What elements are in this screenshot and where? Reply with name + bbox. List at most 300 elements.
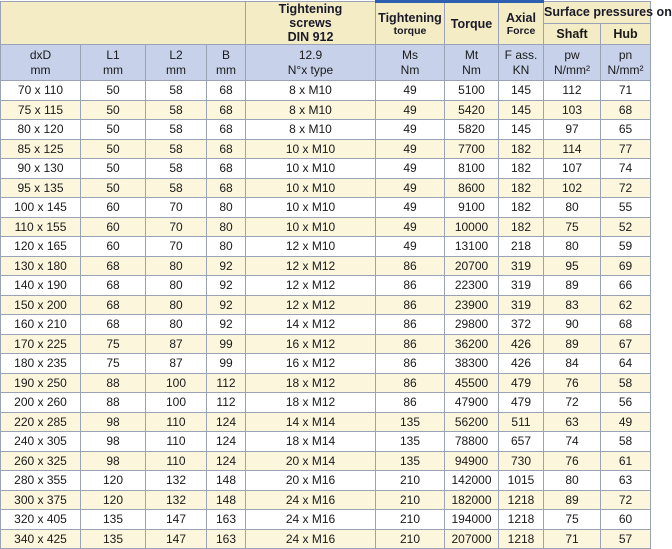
table-cell: 20 x M14 (246, 451, 376, 471)
table-cell: 7700 (445, 139, 499, 159)
table-cell: 182 (499, 198, 544, 218)
table-row (1, 256, 651, 276)
table-cell: 58 (146, 159, 207, 179)
unit-label: mm (166, 62, 186, 77)
table-cell: 132 (146, 471, 207, 491)
unit-label: N°x type (287, 62, 334, 77)
table-cell: 20700 (445, 256, 499, 276)
table-cell: 68 (207, 139, 246, 159)
table-row (1, 295, 651, 315)
table-cell: 60 (81, 217, 146, 237)
table-cell: 218 (499, 237, 544, 257)
table-cell: 5100 (445, 81, 499, 101)
table-cell: 68 (81, 256, 146, 276)
table-cell: 103 (544, 100, 601, 120)
table-cell: 58 (146, 100, 207, 120)
table-cell: 18 x M12 (246, 393, 376, 413)
table-cell: 9100 (445, 198, 499, 218)
unit-header-cell (544, 45, 601, 81)
table-cell: 58 (146, 81, 207, 101)
table-cell: 102 (544, 178, 601, 198)
table-cell: 135 (81, 529, 146, 549)
table-cell: 10 x M10 (246, 178, 376, 198)
table-cell: 58 (601, 373, 651, 393)
table-cell: 68 (81, 315, 146, 335)
table-cell: 92 (207, 276, 246, 296)
table-row (1, 490, 651, 510)
table-cell: 170 x 225 (1, 334, 81, 354)
table-cell: 120 (81, 471, 146, 491)
table-cell: 22300 (445, 276, 499, 296)
table-cell: 426 (499, 354, 544, 374)
header-shaft: Shaft (544, 23, 601, 45)
table-cell: 657 (499, 432, 544, 452)
table-cell: 90 x 130 (1, 159, 81, 179)
table-cell: 83 (544, 295, 601, 315)
table-cell: 148 (207, 471, 246, 491)
table-cell: 70 (146, 198, 207, 218)
table-cell: 89 (544, 334, 601, 354)
table-cell: 50 (81, 81, 146, 101)
table-cell: 74 (544, 432, 601, 452)
table-cell: 80 (544, 471, 601, 491)
table-cell: 110 (146, 412, 207, 432)
table-cell: 56200 (445, 412, 499, 432)
table-cell: 8 x M10 (246, 100, 376, 120)
unit-header-cell (146, 45, 207, 81)
table-cell: 60 (81, 198, 146, 218)
table-cell: 80 (146, 295, 207, 315)
table-row (1, 393, 651, 413)
table-cell: 70 (146, 217, 207, 237)
table-row (1, 334, 651, 354)
table-cell: 49 (376, 120, 445, 140)
table-row (1, 451, 651, 471)
table-row (1, 100, 651, 120)
header-row-groups (1, 2, 651, 24)
unit-symbol: L1 (106, 47, 120, 62)
table-cell: 68 (207, 159, 246, 179)
table-cell: 98 (81, 412, 146, 432)
table-cell: 49 (376, 100, 445, 120)
table-cell: 100 (146, 373, 207, 393)
table-cell: 23900 (445, 295, 499, 315)
table-row (1, 159, 651, 179)
unit-symbol: pw (564, 47, 580, 62)
table-cell: 110 x 155 (1, 217, 81, 237)
table-row (1, 529, 651, 549)
table-cell: 182 (499, 217, 544, 237)
unit-symbol: Ms (402, 47, 418, 62)
table-cell: 68 (207, 178, 246, 198)
table-cell: 50 (81, 139, 146, 159)
table-cell: 12 x M12 (246, 256, 376, 276)
header-axial-force (499, 2, 544, 45)
table-header (1, 2, 672, 81)
table-cell: 1218 (499, 490, 544, 510)
unit-symbol: dxD (29, 47, 52, 62)
table-cell: 58 (146, 120, 207, 140)
table-cell: 24 x M16 (246, 490, 376, 510)
unit-label: Nm (462, 62, 481, 77)
table-cell: 12 x M10 (246, 237, 376, 257)
table-cell: 29800 (445, 315, 499, 335)
table-cell: 80 (146, 276, 207, 296)
table-row (1, 178, 651, 198)
header-row-units (1, 45, 651, 81)
table-cell: 207000 (445, 529, 499, 549)
header-hub: Hub (601, 23, 651, 45)
table-cell: 112 (207, 373, 246, 393)
table-cell: 80 x 120 (1, 120, 81, 140)
table-cell: 84 (544, 354, 601, 374)
table-cell: 80 (146, 256, 207, 276)
table-cell: 88 (81, 393, 146, 413)
header-surface-pressures: Surface pressures on (544, 2, 651, 24)
table-row (1, 139, 651, 159)
table-row (1, 276, 651, 296)
table-cell: 124 (207, 451, 246, 471)
table-cell: 10000 (445, 217, 499, 237)
table-cell: 13100 (445, 237, 499, 257)
table-row (1, 315, 651, 335)
table-cell: 110 (146, 432, 207, 452)
header-blank-cell (1, 2, 246, 45)
header-tightening-screws-line2: screws (289, 16, 332, 30)
table-cell: 72 (601, 490, 651, 510)
table-cell: 65 (601, 120, 651, 140)
table-cell: 124 (207, 432, 246, 452)
table-cell: 372 (499, 315, 544, 335)
table-cell: 97 (544, 120, 601, 140)
table-row (1, 432, 651, 452)
table-cell: 210 (376, 510, 445, 530)
table-cell: 98 (81, 432, 146, 452)
table-cell: 49 (376, 81, 445, 101)
table-cell: 182 (499, 139, 544, 159)
table-cell: 38300 (445, 354, 499, 374)
unit-symbol: pn (618, 47, 633, 62)
table-cell: 112 (207, 393, 246, 413)
table-cell: 47900 (445, 393, 499, 413)
table-cell: 135 (376, 451, 445, 471)
table-cell: 319 (499, 256, 544, 276)
table-cell: 89 (544, 490, 601, 510)
table-body (1, 81, 651, 549)
table-cell: 20 x M16 (246, 471, 376, 491)
table-cell: 86 (376, 256, 445, 276)
unit-symbol: 12.9 (298, 47, 323, 62)
table-cell: 50 (81, 178, 146, 198)
table-row (1, 412, 651, 432)
table-cell: 50 (81, 120, 146, 140)
table-cell: 85 x 125 (1, 139, 81, 159)
table-cell: 36200 (445, 334, 499, 354)
table-cell: 80 (146, 315, 207, 335)
table-cell: 8100 (445, 159, 499, 179)
table-cell: 94900 (445, 451, 499, 471)
unit-header-cell (207, 45, 246, 81)
table-cell: 75 (544, 510, 601, 530)
table-cell: 182 (499, 178, 544, 198)
table-row (1, 198, 651, 218)
table-cell: 340 x 425 (1, 529, 81, 549)
table-cell: 92 (207, 315, 246, 335)
table-cell: 5820 (445, 120, 499, 140)
table-cell: 90 (544, 315, 601, 335)
unit-header-cell (1, 45, 81, 81)
table-cell: 69 (601, 256, 651, 276)
table-cell: 12 x M12 (246, 295, 376, 315)
unit-label: mm (30, 62, 51, 77)
table-cell: 1218 (499, 510, 544, 530)
table-cell: 58 (146, 139, 207, 159)
table-cell: 18 x M12 (246, 373, 376, 393)
table-row (1, 373, 651, 393)
table-cell: 730 (499, 451, 544, 471)
unit-header-cell (601, 45, 651, 81)
unit-header-cell (445, 45, 499, 81)
table-cell: 163 (207, 529, 246, 549)
header-axial-force-line2: Force (506, 24, 536, 37)
table-cell: 50 (81, 159, 146, 179)
table-cell: 98 (81, 451, 146, 471)
table-cell: 14 x M14 (246, 412, 376, 432)
table-cell: 75 (81, 354, 146, 374)
table-row (1, 81, 651, 101)
table-cell: 63 (601, 471, 651, 491)
table-cell: 60 (81, 237, 146, 257)
table-cell: 95 (544, 256, 601, 276)
table-cell: 148 (207, 490, 246, 510)
table-cell: 92 (207, 295, 246, 315)
table-cell: 150 x 200 (1, 295, 81, 315)
table-cell: 147 (146, 510, 207, 530)
table-cell: 49 (376, 198, 445, 218)
table-cell: 479 (499, 393, 544, 413)
table-cell: 72 (601, 178, 651, 198)
table-cell: 18 x M14 (246, 432, 376, 452)
unit-symbol: Mt (464, 47, 479, 62)
table-cell: 130 x 180 (1, 256, 81, 276)
table-cell: 61 (601, 451, 651, 471)
table-cell: 107 (544, 159, 601, 179)
unit-label: N/mm² (554, 62, 590, 77)
table-cell: 95 x 135 (1, 178, 81, 198)
table-cell: 75 (81, 334, 146, 354)
table-cell: 86 (376, 373, 445, 393)
header-tightening-torque-line2: torque (393, 24, 427, 37)
table-cell: 220 x 285 (1, 412, 81, 432)
table-cell: 68 (81, 276, 146, 296)
table-cell: 260 x 325 (1, 451, 81, 471)
header-tightening-screws (246, 2, 376, 45)
table-cell: 68 (207, 100, 246, 120)
table-cell: 12 x M12 (246, 276, 376, 296)
table-cell: 76 (544, 373, 601, 393)
table-cell: 8600 (445, 178, 499, 198)
table-cell: 210 (376, 529, 445, 549)
table-cell: 70 (146, 237, 207, 257)
table-cell: 180 x 235 (1, 354, 81, 374)
table-cell: 100 (146, 393, 207, 413)
unit-header-cell (499, 45, 544, 81)
table-cell: 135 (81, 510, 146, 530)
table-cell: 112 (544, 81, 601, 101)
unit-symbol: L2 (169, 47, 183, 62)
table-cell: 1015 (499, 471, 544, 491)
table-cell: 132 (146, 490, 207, 510)
table-cell: 70 x 110 (1, 81, 81, 101)
table-cell: 190 x 250 (1, 373, 81, 393)
table-cell: 320 x 405 (1, 510, 81, 530)
table-cell: 511 (499, 412, 544, 432)
table-cell: 140 x 190 (1, 276, 81, 296)
header-tightening-torque-line1: Tightening (378, 10, 442, 25)
table-cell: 80 (207, 237, 246, 257)
table-cell: 45500 (445, 373, 499, 393)
table-cell: 100 x 145 (1, 198, 81, 218)
table-cell: 71 (601, 81, 651, 101)
table-cell: 74 (601, 159, 651, 179)
unit-header-cell (246, 45, 376, 81)
table-cell: 68 (207, 81, 246, 101)
table-cell: 120 x 165 (1, 237, 81, 257)
table-cell: 78800 (445, 432, 499, 452)
header-tightening-torque (376, 2, 445, 45)
table-cell: 49 (376, 237, 445, 257)
table-cell: 210 (376, 471, 445, 491)
table-cell: 163 (207, 510, 246, 530)
table-cell: 145 (499, 81, 544, 101)
table-cell: 68 (207, 120, 246, 140)
table-cell: 68 (601, 315, 651, 335)
table-cell: 210 (376, 490, 445, 510)
table-cell: 75 (544, 217, 601, 237)
unit-header-cell (81, 45, 146, 81)
table-cell: 319 (499, 295, 544, 315)
unit-symbol: F ass. (504, 47, 538, 62)
table-row (1, 354, 651, 374)
table-cell: 124 (207, 412, 246, 432)
table-cell: 76 (544, 451, 601, 471)
table-row (1, 471, 651, 491)
table-cell: 72 (544, 393, 601, 413)
table-cell: 67 (601, 334, 651, 354)
table-cell: 86 (376, 334, 445, 354)
table-cell: 99 (207, 354, 246, 374)
table-cell: 110 (146, 451, 207, 471)
table-cell: 66 (601, 276, 651, 296)
table-cell: 280 x 355 (1, 471, 81, 491)
table-cell: 80 (207, 198, 246, 218)
table-cell: 426 (499, 334, 544, 354)
table-cell: 86 (376, 295, 445, 315)
table-cell: 240 x 305 (1, 432, 81, 452)
table-cell: 75 x 115 (1, 100, 81, 120)
table-cell: 10 x M10 (246, 217, 376, 237)
table-cell: 49 (376, 159, 445, 179)
table-cell: 5420 (445, 100, 499, 120)
table-cell: 86 (376, 276, 445, 296)
table-cell: 68 (81, 295, 146, 315)
header-tightening-screws-line1: Tightening (278, 2, 343, 16)
table-cell: 58 (601, 432, 651, 452)
table-cell: 49 (376, 178, 445, 198)
table-cell: 24 x M16 (246, 510, 376, 530)
table-cell: 92 (207, 256, 246, 276)
table-cell: 182000 (445, 490, 499, 510)
unit-label: KN (512, 62, 530, 77)
table-cell: 319 (499, 276, 544, 296)
table-cell: 77 (601, 139, 651, 159)
table-cell: 86 (376, 354, 445, 374)
unit-label: mm (103, 62, 123, 77)
table-cell: 63 (544, 412, 601, 432)
table-cell: 62 (601, 295, 651, 315)
table-cell: 50 (81, 100, 146, 120)
table-cell: 59 (601, 237, 651, 257)
table-cell: 80 (544, 198, 601, 218)
table-cell: 1218 (499, 529, 544, 549)
table-cell: 89 (544, 276, 601, 296)
table-cell: 10 x M10 (246, 159, 376, 179)
table-cell: 88 (81, 373, 146, 393)
table-cell: 120 (81, 490, 146, 510)
table-cell: 300 x 375 (1, 490, 81, 510)
table-cell: 8 x M10 (246, 81, 376, 101)
table-cell: 135 (376, 432, 445, 452)
table-cell: 58 (146, 178, 207, 198)
table-cell: 86 (376, 315, 445, 335)
table-row (1, 510, 651, 530)
header-tightening-screws-line3: DIN 912 (287, 30, 334, 44)
table-row (1, 237, 651, 257)
table-cell: 135 (376, 412, 445, 432)
table-cell: 479 (499, 373, 544, 393)
unit-label: Nm (400, 62, 420, 77)
table-cell: 145 (499, 100, 544, 120)
table-cell: 80 (544, 237, 601, 257)
table-cell: 49 (601, 412, 651, 432)
table-cell: 16 x M12 (246, 354, 376, 374)
table-row (1, 120, 651, 140)
table-cell: 10 x M10 (246, 139, 376, 159)
table-cell: 49 (376, 139, 445, 159)
table-cell: 68 (601, 100, 651, 120)
header-axial-force-line1: Axial (506, 10, 536, 25)
unit-label: N/mm² (607, 62, 644, 77)
table-cell: 80 (207, 217, 246, 237)
table-cell: 200 x 260 (1, 393, 81, 413)
table-cell: 14 x M12 (246, 315, 376, 335)
table-cell: 64 (601, 354, 651, 374)
header-torque: Torque (445, 2, 499, 45)
table-row (1, 217, 651, 237)
table-cell: 10 x M10 (246, 198, 376, 218)
table-cell: 114 (544, 139, 601, 159)
table-cell: 87 (146, 354, 207, 374)
table-cell: 8 x M10 (246, 120, 376, 140)
unit-symbol: B (221, 47, 230, 62)
table-cell: 60 (601, 510, 651, 530)
table-cell: 57 (601, 529, 651, 549)
table-cell: 16 x M12 (246, 334, 376, 354)
table-cell: 99 (207, 334, 246, 354)
table-cell: 56 (601, 393, 651, 413)
table-cell: 87 (146, 334, 207, 354)
table-cell: 160 x 210 (1, 315, 81, 335)
